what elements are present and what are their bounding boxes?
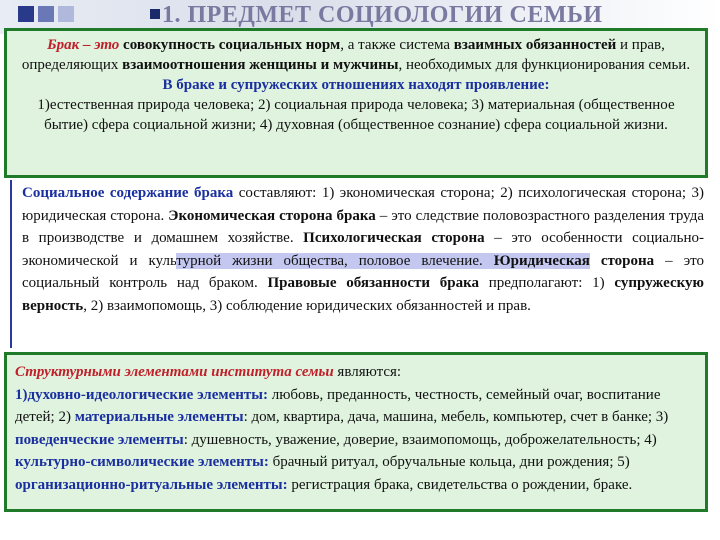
social-content-box — [10, 180, 710, 348]
social-content-lead: Социальное содержание брака — [22, 185, 234, 201]
category-behavioral: поведенческие элементы — [15, 431, 184, 448]
text-run: : душевность, уважение, доверие, взаимопомощь, доброжелательность; 4) — [183, 431, 657, 448]
definition-paragraph — [21, 35, 691, 75]
marriage-definition-box — [4, 28, 708, 178]
text-run: регистрация брака, свидетельства о рождении, браке. — [287, 476, 633, 493]
definition-part: взаимных обязанностей — [453, 37, 617, 53]
text-run: , 2) взаимопомощь, 3) соблюдение юридических обязанностей и прав. — [83, 297, 531, 314]
text-run: являются: — [333, 364, 402, 380]
definition-part: взаимоотношения женщины и мужчины — [122, 57, 399, 73]
decorative-square — [18, 6, 34, 22]
category-spiritual: 1)духовно-идеологические элементы: — [15, 386, 268, 403]
decorative-square — [58, 6, 74, 22]
psychological-side-term: Психологическая сторона — [303, 230, 485, 246]
definition-part: , необходимых для функционирования семьи. — [398, 57, 691, 73]
definition-part: и прав, определяющих — [21, 37, 665, 73]
juridical-side-term-rest: сторона — [589, 252, 655, 269]
definition-dash: – это — [79, 37, 124, 53]
structural-elements-lead: Структурными элементами института семьи — [15, 364, 334, 380]
juridical-side-term: Юридическая — [493, 252, 590, 269]
category-cultural-symbolic: культурно-символические элементы: — [15, 454, 269, 470]
economic-side-term: Экономическая сторона брака — [168, 207, 376, 224]
category-material: материальные элементы — [74, 409, 244, 425]
term-marriage: Брак — [47, 37, 80, 53]
text-run: : дом, квартира, дача, машина, мебель, компьютер, счет в банке; 3) — [243, 409, 669, 425]
text-run: – это социальный контроль над браком. — [22, 252, 704, 291]
fidelity-term: супружескую верность — [22, 275, 704, 314]
text-run: предполагают: 1) — [479, 275, 615, 291]
manifestation-list: 1)естественная природа человека; 2) социальная природа человека; 3) материальная (общественное бытие) сфера социальной жизни; 4) духовная (общественное сознание) сфера социальной жизни. — [37, 97, 675, 133]
text-run: брачный ритуал, обручальные кольца, дни рождения; 5) — [268, 454, 630, 470]
manifestation-heading: В браке и супружеских отношениях находят проявление: — [162, 77, 550, 93]
definition-part: совокупность социальных норм — [123, 37, 341, 53]
text-run: – это особенности социально-экономической и куль — [22, 230, 705, 269]
legal-duties-term: Правовые обязанности брака — [267, 275, 480, 291]
structural-elements-list — [15, 384, 697, 497]
category-organizational-ritual: организационно-ритуальные элементы: — [15, 476, 288, 493]
highlighted-text: турной жизни общества, половое влечение. — [176, 252, 494, 269]
text-run: – это следствие половозрастного разделения труда в производстве и домашнем хозяйстве. — [22, 207, 704, 246]
definition-part: , а также система — [340, 37, 454, 53]
text-run: любовь, преданность, честность, семейный очаг, воспитание детей; 2) — [15, 386, 661, 425]
structural-elements-heading — [15, 361, 697, 384]
text-run: составляют: 1) экономическая сторона; 2) психологическая сторона; 3) юридическая сторона. — [22, 185, 704, 224]
slide-title-text: 1. ПРЕДМЕТ СОЦИОЛОГИИ СЕМЬИ — [162, 2, 603, 28]
structural-elements-box — [4, 352, 708, 512]
decorative-square — [38, 6, 54, 22]
title-bullet-icon — [150, 9, 160, 19]
